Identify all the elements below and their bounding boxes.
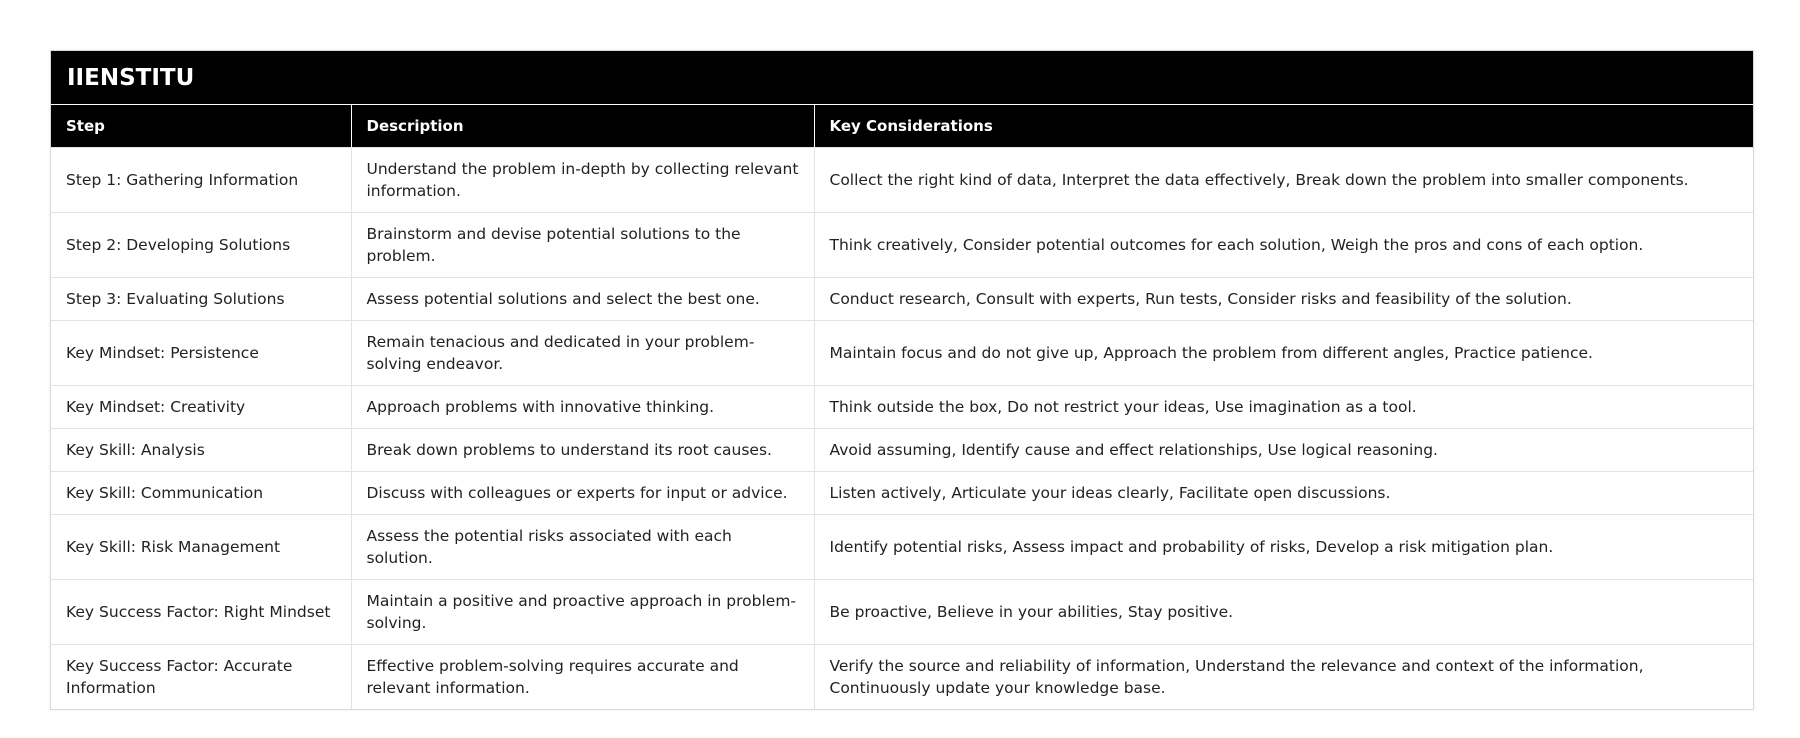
table-row: [51, 644, 1753, 709]
cell-description: Maintain a positive and proactive approach in problem-solving.: [351, 579, 814, 644]
cell-step: Step 2: Developing Solutions: [51, 212, 351, 277]
table-header: [51, 105, 1753, 147]
table-row: [51, 147, 1753, 212]
header-key-considerations: Key Considerations: [814, 105, 1753, 147]
cell-step: Key Success Factor: Right Mindset: [51, 579, 351, 644]
cell-considerations: Think creatively, Consider potential outcomes for each solution, Weigh the pros and cons of each option.: [814, 212, 1753, 277]
cell-description: Break down problems to understand its root causes.: [351, 428, 814, 471]
table-row: [51, 514, 1753, 579]
data-table-card: [50, 50, 1754, 710]
cell-step: Step 1: Gathering Information: [51, 147, 351, 212]
table-row: [51, 385, 1753, 428]
data-table: [51, 105, 1753, 709]
table-row: [51, 579, 1753, 644]
cell-considerations: Collect the right kind of data, Interpret the data effectively, Break down the problem into smaller components.: [814, 147, 1753, 212]
cell-considerations: Think outside the box, Do not restrict your ideas, Use imagination as a tool.: [814, 385, 1753, 428]
header-step: Step: [51, 105, 351, 147]
cell-description: Remain tenacious and dedicated in your problem-solving endeavor.: [351, 320, 814, 385]
header-description: Description: [351, 105, 814, 147]
cell-description: Approach problems with innovative thinking.: [351, 385, 814, 428]
cell-step: Key Skill: Risk Management: [51, 514, 351, 579]
cell-step: Key Skill: Communication: [51, 471, 351, 514]
cell-description: Assess potential solutions and select the best one.: [351, 277, 814, 320]
cell-step: Step 3: Evaluating Solutions: [51, 277, 351, 320]
cell-description: Understand the problem in-depth by collecting relevant information.: [351, 147, 814, 212]
cell-step: Key Skill: Analysis: [51, 428, 351, 471]
cell-considerations: Be proactive, Believe in your abilities, Stay positive.: [814, 579, 1753, 644]
cell-considerations: Verify the source and reliability of information, Understand the relevance and context of the information, Continuously update your knowledge base.: [814, 644, 1753, 709]
cell-step: Key Mindset: Creativity: [51, 385, 351, 428]
table-title-bar: [51, 51, 1753, 105]
table-row: [51, 320, 1753, 385]
cell-description: Brainstorm and devise potential solutions to the problem.: [351, 212, 814, 277]
cell-considerations: Listen actively, Articulate your ideas clearly, Facilitate open discussions.: [814, 471, 1753, 514]
cell-step: Key Mindset: Persistence: [51, 320, 351, 385]
cell-description: Discuss with colleagues or experts for input or advice.: [351, 471, 814, 514]
header-row: [51, 105, 1753, 147]
table-row: [51, 277, 1753, 320]
table-row: [51, 471, 1753, 514]
cell-description: Assess the potential risks associated with each solution.: [351, 514, 814, 579]
table-title: IIENSTITU: [67, 64, 195, 91]
cell-considerations: Conduct research, Consult with experts, Run tests, Consider risks and feasibility of the solution.: [814, 277, 1753, 320]
table-body: [51, 147, 1753, 709]
cell-description: Effective problem-solving requires accurate and relevant information.: [351, 644, 814, 709]
cell-considerations: Avoid assuming, Identify cause and effect relationships, Use logical reasoning.: [814, 428, 1753, 471]
table-row: [51, 212, 1753, 277]
cell-considerations: Maintain focus and do not give up, Approach the problem from different angles, Practice patience.: [814, 320, 1753, 385]
cell-step: Key Success Factor: Accurate Information: [51, 644, 351, 709]
cell-considerations: Identify potential risks, Assess impact and probability of risks, Develop a risk mitigation plan.: [814, 514, 1753, 579]
table-row: [51, 428, 1753, 471]
